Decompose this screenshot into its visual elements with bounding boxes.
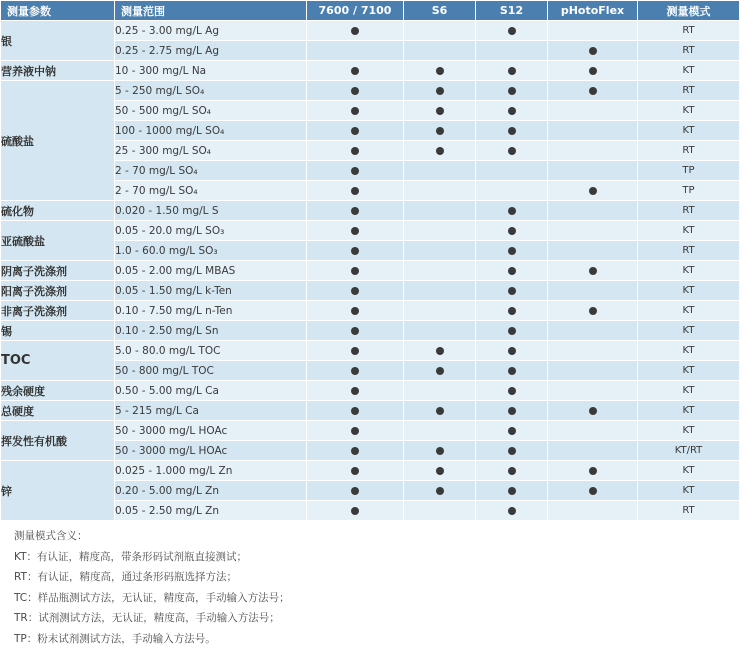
notes-title: 测量模式含义：: [14, 530, 88, 542]
mode-cell: RT: [638, 501, 740, 521]
support-cell: [476, 421, 548, 441]
support-cell: [476, 301, 548, 321]
supported-dot-icon: [351, 327, 359, 335]
support-cell: [476, 21, 548, 41]
mode-cell: KT: [638, 381, 740, 401]
support-cell: [548, 201, 638, 221]
mode-cell: KT: [638, 421, 740, 441]
parameter-cell: 营养液中钠: [1, 61, 115, 81]
note-item: TR：试剂测试方法，无认证，精度高，手动输入方法号；: [14, 612, 280, 624]
parameter-cell: 硫化物: [1, 201, 115, 221]
supported-dot-icon: [351, 147, 359, 155]
supported-dot-icon: [589, 267, 597, 275]
supported-dot-icon: [508, 327, 516, 335]
table-row: [1, 81, 740, 101]
support-cell: [548, 341, 638, 361]
supported-dot-icon: [508, 27, 516, 35]
supported-dot-icon: [351, 347, 359, 355]
supported-dot-icon: [508, 307, 516, 315]
table-header-row: [1, 1, 740, 21]
support-cell: [476, 381, 548, 401]
range-cell: 10 - 300 mg/L Na: [115, 61, 307, 81]
support-cell: [404, 301, 476, 321]
supported-dot-icon: [508, 67, 516, 75]
support-cell: [404, 481, 476, 501]
mode-cell: KT: [638, 61, 740, 81]
supported-dot-icon: [589, 47, 597, 55]
supported-dot-icon: [351, 507, 359, 515]
support-cell: [404, 381, 476, 401]
table-row: [1, 341, 740, 361]
supported-dot-icon: [351, 287, 359, 295]
support-cell: [307, 421, 404, 441]
support-cell: [476, 321, 548, 341]
support-cell: [404, 461, 476, 481]
support-cell: [548, 401, 638, 421]
header-photoflex: pHotoFlex: [548, 1, 638, 21]
supported-dot-icon: [436, 127, 444, 135]
support-cell: [404, 181, 476, 201]
support-cell: [307, 381, 404, 401]
support-cell: [307, 281, 404, 301]
parameter-cell: 硫酸盐: [1, 81, 115, 201]
header-7600-7100: 7600 / 7100: [307, 1, 404, 21]
support-cell: [307, 141, 404, 161]
supported-dot-icon: [508, 147, 516, 155]
supported-dot-icon: [508, 107, 516, 115]
support-cell: [404, 321, 476, 341]
range-cell: 50 - 3000 mg/L HOAc: [115, 421, 307, 441]
range-cell: 0.20 - 5.00 mg/L Zn: [115, 481, 307, 501]
parameter-cell: 亚硫酸盐: [1, 221, 115, 261]
parameter-cell: 非离子洗涤剂: [1, 301, 115, 321]
support-cell: [404, 81, 476, 101]
support-cell: [476, 281, 548, 301]
mode-cell: KT/RT: [638, 441, 740, 461]
support-cell: [476, 501, 548, 521]
support-cell: [548, 441, 638, 461]
support-cell: [548, 321, 638, 341]
table-row: [1, 421, 740, 441]
supported-dot-icon: [508, 407, 516, 415]
support-cell: [404, 441, 476, 461]
support-cell: [307, 481, 404, 501]
support-cell: [307, 401, 404, 421]
table-row: [1, 281, 740, 301]
support-cell: [476, 461, 548, 481]
support-cell: [307, 21, 404, 41]
support-cell: [548, 461, 638, 481]
support-cell: [476, 201, 548, 221]
support-cell: [307, 341, 404, 361]
support-cell: [307, 81, 404, 101]
support-cell: [307, 61, 404, 81]
supported-dot-icon: [351, 307, 359, 315]
range-cell: 50 - 3000 mg/L HOAc: [115, 441, 307, 461]
support-cell: [404, 401, 476, 421]
support-cell: [476, 401, 548, 421]
supported-dot-icon: [589, 467, 597, 475]
parameter-cell: 阳离子洗涤剂: [1, 281, 115, 301]
table-row: [1, 381, 740, 401]
supported-dot-icon: [436, 147, 444, 155]
support-cell: [404, 261, 476, 281]
support-cell: [548, 281, 638, 301]
support-cell: [307, 41, 404, 61]
table-body: [1, 21, 740, 521]
range-cell: 5.0 - 80.0 mg/L TOC: [115, 341, 307, 361]
support-cell: [404, 501, 476, 521]
mode-cell: KT: [638, 461, 740, 481]
support-cell: [307, 361, 404, 381]
support-cell: [307, 241, 404, 261]
support-cell: [404, 61, 476, 81]
supported-dot-icon: [436, 487, 444, 495]
support-cell: [476, 101, 548, 121]
support-cell: [548, 161, 638, 181]
parameter-cell: 锡: [1, 321, 115, 341]
header-s6: S6: [404, 1, 476, 21]
range-cell: 0.25 - 3.00 mg/L Ag: [115, 21, 307, 41]
support-cell: [404, 121, 476, 141]
support-cell: [548, 141, 638, 161]
parameter-cell: 阴离子洗涤剂: [1, 261, 115, 281]
supported-dot-icon: [351, 487, 359, 495]
supported-dot-icon: [436, 67, 444, 75]
supported-dot-icon: [508, 467, 516, 475]
table-row: [1, 301, 740, 321]
support-cell: [548, 301, 638, 321]
range-cell: 0.50 - 5.00 mg/L Ca: [115, 381, 307, 401]
mode-cell: KT: [638, 261, 740, 281]
supported-dot-icon: [351, 87, 359, 95]
supported-dot-icon: [351, 247, 359, 255]
support-cell: [548, 261, 638, 281]
range-cell: 0.05 - 2.50 mg/L Zn: [115, 501, 307, 521]
note-item: TP：粉末试剂测试方法，手动输入方法号。: [14, 632, 216, 645]
mode-cell: KT: [638, 341, 740, 361]
range-cell: 0.025 - 1.000 mg/L Zn: [115, 461, 307, 481]
supported-dot-icon: [436, 467, 444, 475]
mode-cell: TP: [638, 161, 740, 181]
support-cell: [476, 341, 548, 361]
supported-dot-icon: [351, 467, 359, 475]
parameter-cell: TOC: [1, 341, 115, 381]
table-row: [1, 401, 740, 421]
mode-cell: KT: [638, 361, 740, 381]
support-cell: [307, 201, 404, 221]
support-cell: [548, 481, 638, 501]
mode-notes: [14, 526, 290, 649]
supported-dot-icon: [508, 87, 516, 95]
mode-cell: KT: [638, 401, 740, 421]
mode-cell: TP: [638, 181, 740, 201]
support-cell: [404, 41, 476, 61]
support-cell: [404, 101, 476, 121]
support-cell: [476, 121, 548, 141]
supported-dot-icon: [351, 407, 359, 415]
support-cell: [476, 61, 548, 81]
support-cell: [307, 221, 404, 241]
support-cell: [307, 301, 404, 321]
support-cell: [476, 81, 548, 101]
supported-dot-icon: [351, 427, 359, 435]
support-cell: [404, 221, 476, 241]
supported-dot-icon: [508, 507, 516, 515]
support-cell: [404, 161, 476, 181]
supported-dot-icon: [436, 367, 444, 375]
parameter-cell: 残余硬度: [1, 381, 115, 401]
range-cell: 25 - 300 mg/L SO₄: [115, 141, 307, 161]
supported-dot-icon: [589, 187, 597, 195]
support-cell: [548, 181, 638, 201]
mode-cell: KT: [638, 321, 740, 341]
support-cell: [476, 481, 548, 501]
support-cell: [307, 321, 404, 341]
support-cell: [476, 441, 548, 461]
range-cell: 0.020 - 1.50 mg/L S: [115, 201, 307, 221]
support-cell: [476, 181, 548, 201]
supported-dot-icon: [508, 447, 516, 455]
support-cell: [307, 101, 404, 121]
supported-dot-icon: [508, 207, 516, 215]
support-cell: [548, 101, 638, 121]
mode-cell: RT: [638, 241, 740, 261]
range-cell: 0.10 - 2.50 mg/L Sn: [115, 321, 307, 341]
support-cell: [548, 241, 638, 261]
table-row: [1, 261, 740, 281]
supported-dot-icon: [589, 67, 597, 75]
parameter-cell: 锌: [1, 461, 115, 521]
note-item: RT：有认证，精度高，通过条形码瓶选择方法；: [14, 571, 237, 583]
support-cell: [307, 441, 404, 461]
supported-dot-icon: [436, 447, 444, 455]
support-cell: [307, 121, 404, 141]
supported-dot-icon: [508, 367, 516, 375]
supported-dot-icon: [589, 307, 597, 315]
supported-dot-icon: [589, 407, 597, 415]
header-parameter: 测量参数: [1, 1, 115, 21]
mode-cell: KT: [638, 101, 740, 121]
mode-cell: KT: [638, 481, 740, 501]
support-cell: [307, 461, 404, 481]
supported-dot-icon: [351, 127, 359, 135]
support-cell: [548, 501, 638, 521]
supported-dot-icon: [351, 27, 359, 35]
parameter-cell: 挥发性有机酸: [1, 421, 115, 461]
support-cell: [548, 381, 638, 401]
support-cell: [404, 141, 476, 161]
note-item: TC：样品瓶测试方法，无认证，精度高，手动输入方法号；: [14, 591, 290, 604]
support-cell: [404, 201, 476, 221]
range-cell: 0.05 - 1.50 mg/L k-Ten: [115, 281, 307, 301]
support-cell: [476, 241, 548, 261]
supported-dot-icon: [589, 87, 597, 95]
supported-dot-icon: [508, 267, 516, 275]
header-mode: 测量模式: [638, 1, 740, 21]
supported-dot-icon: [351, 227, 359, 235]
support-cell: [548, 41, 638, 61]
support-cell: [476, 41, 548, 61]
supported-dot-icon: [508, 387, 516, 395]
support-cell: [548, 221, 638, 241]
mode-cell: RT: [638, 81, 740, 101]
table-row: [1, 461, 740, 481]
support-cell: [307, 261, 404, 281]
supported-dot-icon: [351, 387, 359, 395]
range-cell: 100 - 1000 mg/L SO₄: [115, 121, 307, 141]
parameter-cell: 总硬度: [1, 401, 115, 421]
support-cell: [404, 341, 476, 361]
range-cell: 5 - 215 mg/L Ca: [115, 401, 307, 421]
support-cell: [307, 501, 404, 521]
supported-dot-icon: [508, 127, 516, 135]
mode-cell: RT: [638, 141, 740, 161]
supported-dot-icon: [351, 207, 359, 215]
support-cell: [307, 161, 404, 181]
supported-dot-icon: [436, 87, 444, 95]
mode-cell: RT: [638, 201, 740, 221]
supported-dot-icon: [508, 487, 516, 495]
support-cell: [548, 121, 638, 141]
supported-dot-icon: [508, 227, 516, 235]
support-cell: [476, 261, 548, 281]
supported-dot-icon: [508, 247, 516, 255]
range-cell: 5 - 250 mg/L SO₄: [115, 81, 307, 101]
mode-cell: RT: [638, 41, 740, 61]
support-cell: [404, 421, 476, 441]
table-row: [1, 221, 740, 241]
support-cell: [404, 361, 476, 381]
table-row: [1, 61, 740, 81]
range-cell: 1.0 - 60.0 mg/L SO₃: [115, 241, 307, 261]
range-cell: 0.05 - 20.0 mg/L SO₃: [115, 221, 307, 241]
parameter-cell: 银: [1, 21, 115, 61]
supported-dot-icon: [351, 167, 359, 175]
range-cell: 0.05 - 2.00 mg/L MBAS: [115, 261, 307, 281]
support-cell: [548, 81, 638, 101]
mode-cell: KT: [638, 121, 740, 141]
support-cell: [548, 421, 638, 441]
supported-dot-icon: [589, 487, 597, 495]
mode-cell: RT: [638, 21, 740, 41]
range-cell: 50 - 800 mg/L TOC: [115, 361, 307, 381]
supported-dot-icon: [351, 447, 359, 455]
support-cell: [476, 161, 548, 181]
header-range: 测量范围: [115, 1, 307, 21]
range-cell: 0.25 - 2.75 mg/L Ag: [115, 41, 307, 61]
support-cell: [404, 241, 476, 261]
supported-dot-icon: [351, 107, 359, 115]
support-cell: [548, 21, 638, 41]
supported-dot-icon: [436, 407, 444, 415]
note-item: KT：有认证，精度高，带条形码试剂瓶直接测试；: [14, 550, 247, 563]
support-cell: [548, 61, 638, 81]
table-row: [1, 21, 740, 41]
support-cell: [476, 361, 548, 381]
mode-cell: KT: [638, 221, 740, 241]
supported-dot-icon: [508, 427, 516, 435]
supported-dot-icon: [508, 347, 516, 355]
table-row: [1, 201, 740, 221]
supported-dot-icon: [508, 287, 516, 295]
supported-dot-icon: [351, 187, 359, 195]
supported-dot-icon: [436, 107, 444, 115]
header-s12: S12: [476, 1, 548, 21]
support-cell: [404, 21, 476, 41]
mode-cell: KT: [638, 301, 740, 321]
supported-dot-icon: [351, 67, 359, 75]
range-cell: 0.10 - 7.50 mg/L n-Ten: [115, 301, 307, 321]
supported-dot-icon: [351, 267, 359, 275]
mode-cell: KT: [638, 281, 740, 301]
support-cell: [548, 361, 638, 381]
support-cell: [404, 281, 476, 301]
support-cell: [307, 181, 404, 201]
table-row: [1, 321, 740, 341]
support-cell: [476, 221, 548, 241]
supported-dot-icon: [436, 347, 444, 355]
supported-dot-icon: [351, 367, 359, 375]
support-cell: [476, 141, 548, 161]
range-cell: 2 - 70 mg/L SO₄: [115, 161, 307, 181]
range-cell: 50 - 500 mg/L SO₄: [115, 101, 307, 121]
range-cell: 2 - 70 mg/L SO₄: [115, 181, 307, 201]
